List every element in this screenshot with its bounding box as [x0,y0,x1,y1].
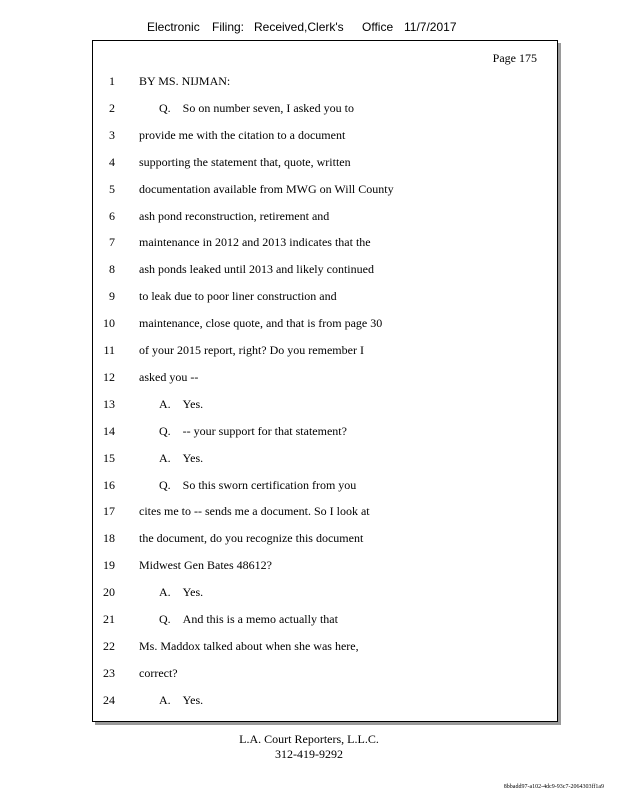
transcript-line [93,74,557,90]
line-number: 22 [103,638,115,653]
footer-company: L.A. Court Reporters, L.L.C. [239,732,379,746]
transcript-page [92,40,558,722]
transcript-line [93,101,557,117]
transcript-line [93,451,557,467]
line-number: 8 [109,262,115,277]
page-number: Page 175 [492,51,537,65]
line-text: A. Yes. [159,585,204,600]
line-number: 18 [103,531,115,546]
header-word-office: Office [362,20,394,34]
line-text: ash ponds leaked until 2013 and likely continued [139,262,374,277]
transcript-line [93,693,557,709]
line-text: to leak due to poor liner construction and [139,289,337,304]
transcript-line [93,424,557,440]
transcript-line [93,316,557,332]
footer-phone: 312-419-9292 [275,747,343,761]
line-text: A. Yes. [159,396,204,411]
line-number: 7 [109,235,115,250]
line-number: 1 [109,74,115,88]
transcript-line [93,397,557,413]
line-number: 11 [103,343,115,357]
line-text: cites me to -- sends me a document. So I look at [139,504,370,519]
line-text: ash pond reconstruction, retirement and [139,208,330,223]
transcript-line [93,639,557,655]
transcript-line [93,478,557,494]
transcript-line [93,128,557,144]
transcript-line [93,666,557,682]
line-text: supporting the statement that, quote, written [139,154,351,169]
line-number: 20 [103,585,115,600]
line-number: 14 [103,423,115,438]
transcript-line [93,235,557,251]
filing-stamp-header [0,20,618,38]
line-number: 10 [103,316,115,331]
line-text: Q. And this is a memo actually that [159,612,338,626]
line-number: 24 [103,692,115,707]
line-number: 15 [103,450,115,465]
transcript-line [93,182,557,198]
line-number: 12 [103,369,115,384]
transcript-line [93,612,557,628]
line-text: Q. So on number seven, I asked you to [159,100,354,115]
line-number: 16 [103,477,115,492]
transcript-line [93,558,557,574]
line-text: of your 2015 report, right? Do you remember I [139,343,364,357]
line-number: 19 [103,558,115,573]
line-text: Q. So this sworn certification from you [159,477,357,492]
transcript-line [93,343,557,359]
line-number: 6 [109,208,115,223]
line-text: correct? [139,665,178,680]
line-number: 5 [109,181,115,196]
header-word-electronic: Electronic [147,20,200,34]
transcript-line [93,504,557,520]
line-number: 17 [103,504,115,519]
line-number: 4 [109,154,115,169]
line-text: Q. -- your support for that statement? [159,423,347,438]
transcript-line [93,585,557,601]
line-text: A. Yes. [159,450,204,465]
line-text: maintenance in 2012 and 2013 indicates that the [139,235,371,250]
transcript-line [93,531,557,547]
transcript-line [93,370,557,386]
header-word-filing: Filing: [212,20,245,34]
transcript-line [93,289,557,305]
line-number: 9 [109,289,115,304]
line-number: 2 [109,100,115,115]
line-text: maintenance, close quote, and that is from page 30 [139,316,383,331]
line-number: 23 [103,665,115,680]
document-hash: 8bbadd97-a102-4dc9-93c7-2064303ff1a9 [503,784,604,790]
header-word-received: Received,Clerk's [254,20,344,34]
line-text: asked you -- [139,369,199,384]
line-text: Midwest Gen Bates 48612? [139,558,272,573]
line-text: the document, do you recognize this document [139,531,364,546]
transcript-line [93,262,557,278]
line-number: 3 [109,127,115,142]
header-date: 11/7/2017 [404,20,457,34]
line-text: BY MS. NIJMAN: [139,74,231,88]
transcript-line [93,209,557,225]
line-number: 21 [103,612,115,626]
line-text: provide me with the citation to a document [139,127,346,142]
transcript-line [93,155,557,171]
line-text: Ms. Maddox talked about when she was here, [139,638,359,653]
line-text: A. Yes. [159,692,204,707]
line-text: documentation available from MWG on Will County [139,181,394,196]
line-number: 13 [103,396,115,411]
